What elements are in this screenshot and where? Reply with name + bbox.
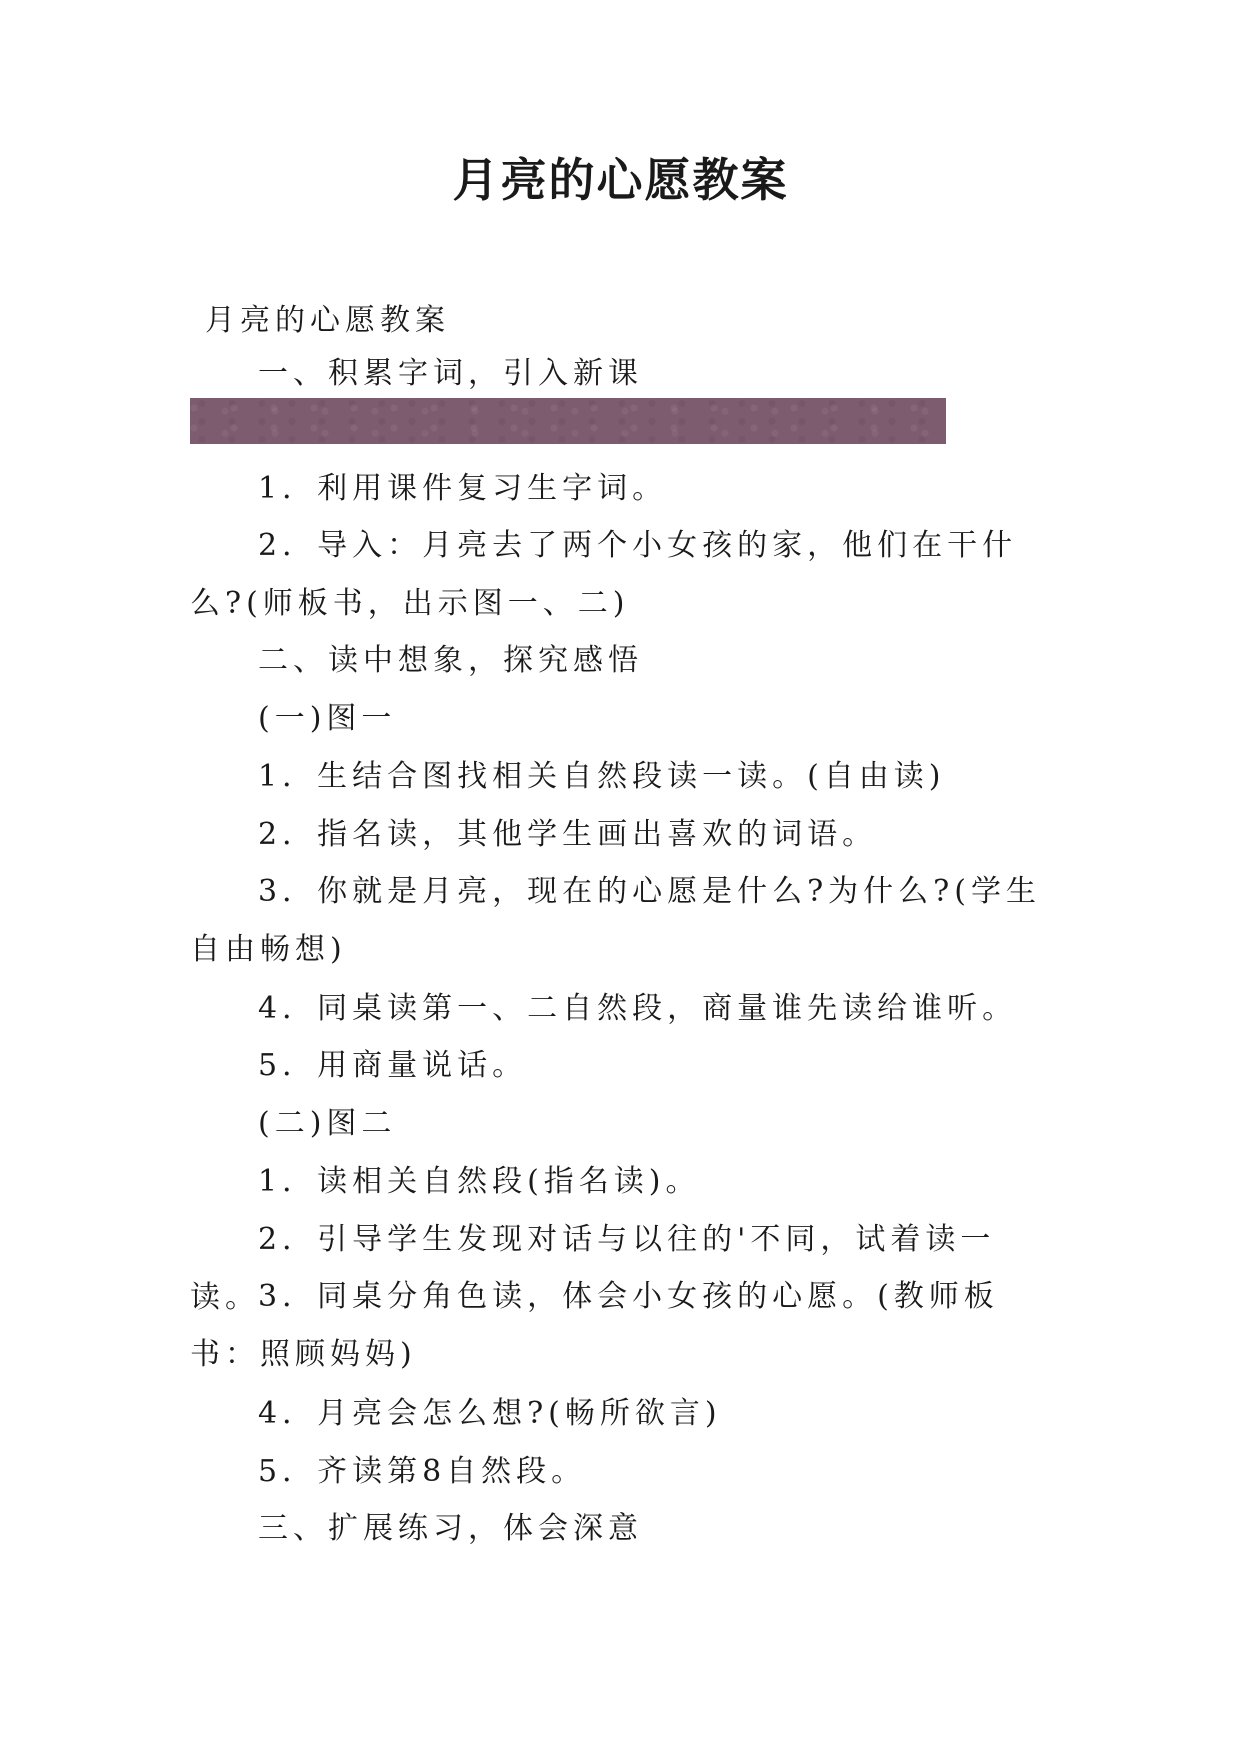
sub-heading-2: (二)图二 (258, 1106, 397, 1141)
list-item: 2．指名读，其他学生画出喜欢的词语。 (258, 817, 878, 852)
list-item: 2．导入：月亮去了两个小女孩的家，他们在干什么?(师板书，出示图一、二) (190, 528, 1018, 621)
subtitle-line: 月亮的心愿教案 (205, 303, 450, 338)
list-item: 4．月亮会怎么想?(畅所欲言) (258, 1396, 722, 1431)
list-item: 5．齐读第8自然段。 (258, 1454, 587, 1489)
decorative-banner (190, 398, 946, 444)
list-item: 3．同桌分角色读，体会小女孩的心愿。(教师板书：照顾妈妈) (190, 1279, 999, 1372)
list-item: 4．同桌读第一、二自然段，商量谁先读给谁听。 (258, 991, 1018, 1026)
sub-heading-1: (一)图一 (258, 701, 397, 736)
list-item: 1．生结合图找相关自然段读一读。(自由读) (258, 759, 946, 794)
section-heading-1: 一、积累字词，引入新课 (258, 356, 643, 391)
list-item: 2．引导学生发现对话与以往的'不同，试着读一读。 (190, 1222, 996, 1315)
section-heading-3: 三、扩展练习，体会深意 (258, 1511, 643, 1546)
section-heading-2: 二、读中想象，探究感悟 (258, 643, 643, 678)
list-item: 1．读相关自然段(指名读)。 (258, 1164, 701, 1199)
list-item: 3．你就是月亮，现在的心愿是什么?为什么?(学生自由畅想) (190, 874, 1041, 967)
list-item: 1．利用课件复习生字词。 (258, 471, 668, 506)
document-title: 月亮的心愿教案 (452, 153, 789, 207)
list-item: 5．用商量说话。 (258, 1048, 528, 1083)
